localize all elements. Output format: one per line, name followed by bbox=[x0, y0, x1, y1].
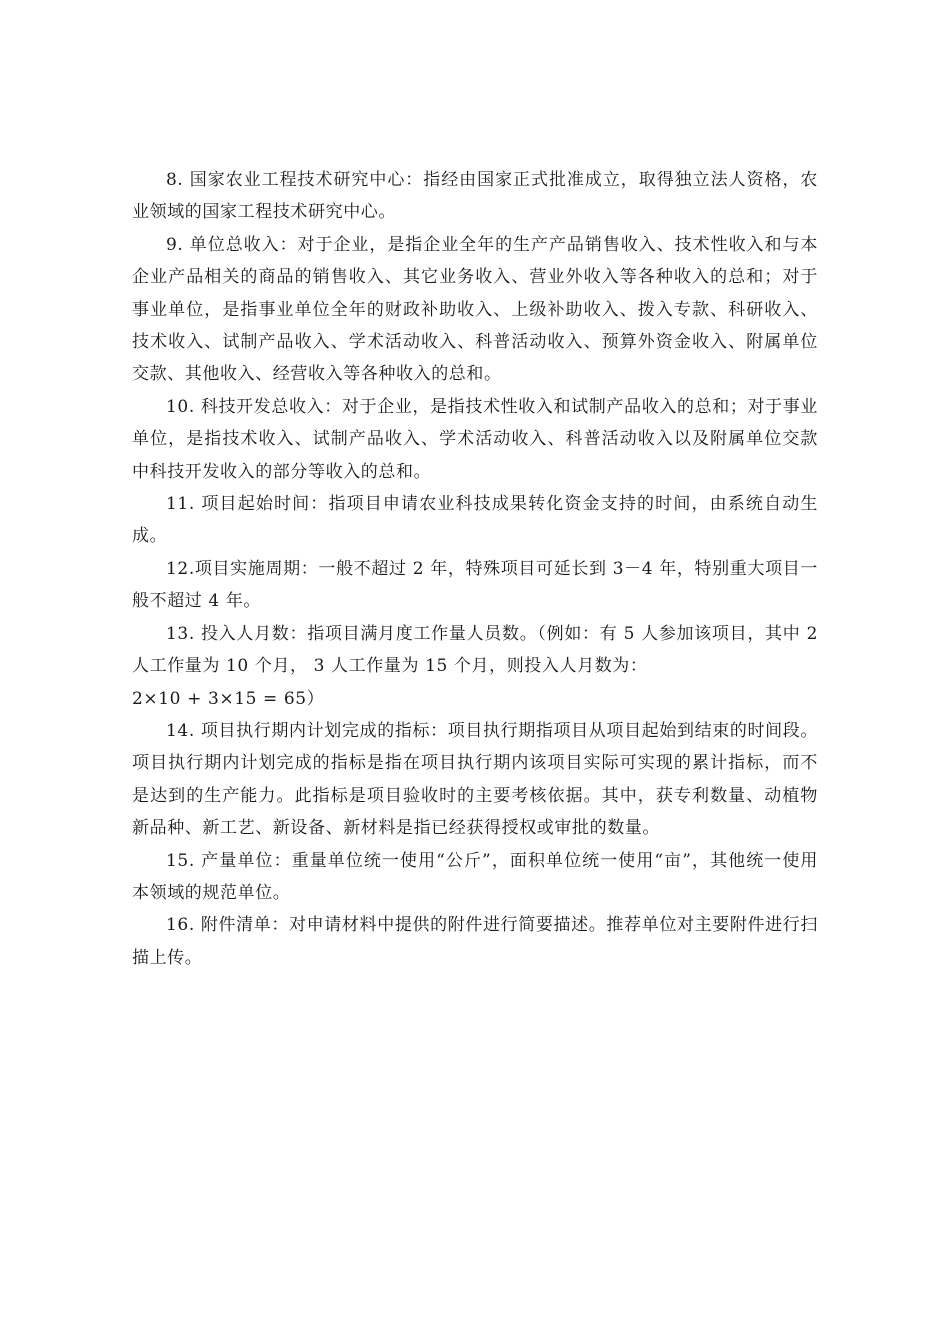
item-15-output-units: 15. 产量单位：重量单位统一使用“公斤”，面积单位统一使用“亩”，其他统一使用本领域的规范单位。 bbox=[132, 850, 818, 903]
item-10-tech-dev-income: 10. 科技开发总收入：对于企业，是指技术性收入和试制产品收入的总和；对于事业单位，是指技术收入、试制产品收入、学术活动收入、科普活动收入以及附属单位交款中科技开发收入的部分等收入的总和。 bbox=[132, 396, 818, 482]
item-13-person-months: 13. 投入人月数：指项目满月度工作量人员数。（例如：有 5 人参加该项目，其中 2 人工作量为 10 个月， 3 人工作量为 15 个月，则投入人月数为： bbox=[132, 623, 818, 677]
item-12-implementation-period: 12.项目实施周期：一般不超过 2 年，特殊项目可延长到 3－4 年，特别重大项目一般不超过 4 年。 bbox=[132, 558, 818, 612]
item-9-total-unit-income: 9. 单位总收入：对于企业，是指企业全年的生产产品销售收入、技术性收入和与本企业产品相关的商品的销售收入、其它业务收入、营业外收入等各种收入的总和；对于事业单位，是指事业单位全年的财政补助收入、上级补助收入、拨入专款、科研收入、技术收入、试制产品收入、学术活动收入、科普活动收入、预算外资金收入、附属单位交款、其他收入、经营收入等各种收入的总和。 bbox=[132, 234, 818, 385]
item-14-planned-indicators: 14. 项目执行期内计划完成的指标：项目执行期指项目从项目起始到结束的时间段。项目执行期内计划完成的指标是指在项目执行期内该项目实际可实现的累计指标，而不是达到的生产能力。此指标是项目验收时的主要考核依据。其中，获专利数量、动植物新品种、新工艺、新设备、新材料是指已经获得授权或审批的数量。 bbox=[132, 720, 818, 839]
item-11-project-start-time: 11. 项目起始时间：指项目申请农业科技成果转化资金支持的时间，由系统自动生成。 bbox=[132, 494, 818, 547]
document-page bbox=[132, 164, 818, 974]
item-8-national-engineering-center: 8. 国家农业工程技术研究中心：指经由国家正式批准成立，取得独立法人资格，农业领域的国家工程技术研究中心。 bbox=[132, 170, 818, 223]
item-16-attachment-list: 16. 附件清单：对申请材料中提供的附件进行简要描述。推荐单位对主要附件进行扫描上传。 bbox=[132, 915, 818, 968]
item-13-formula: 2×10 + 3×15 = 65） bbox=[132, 688, 325, 709]
